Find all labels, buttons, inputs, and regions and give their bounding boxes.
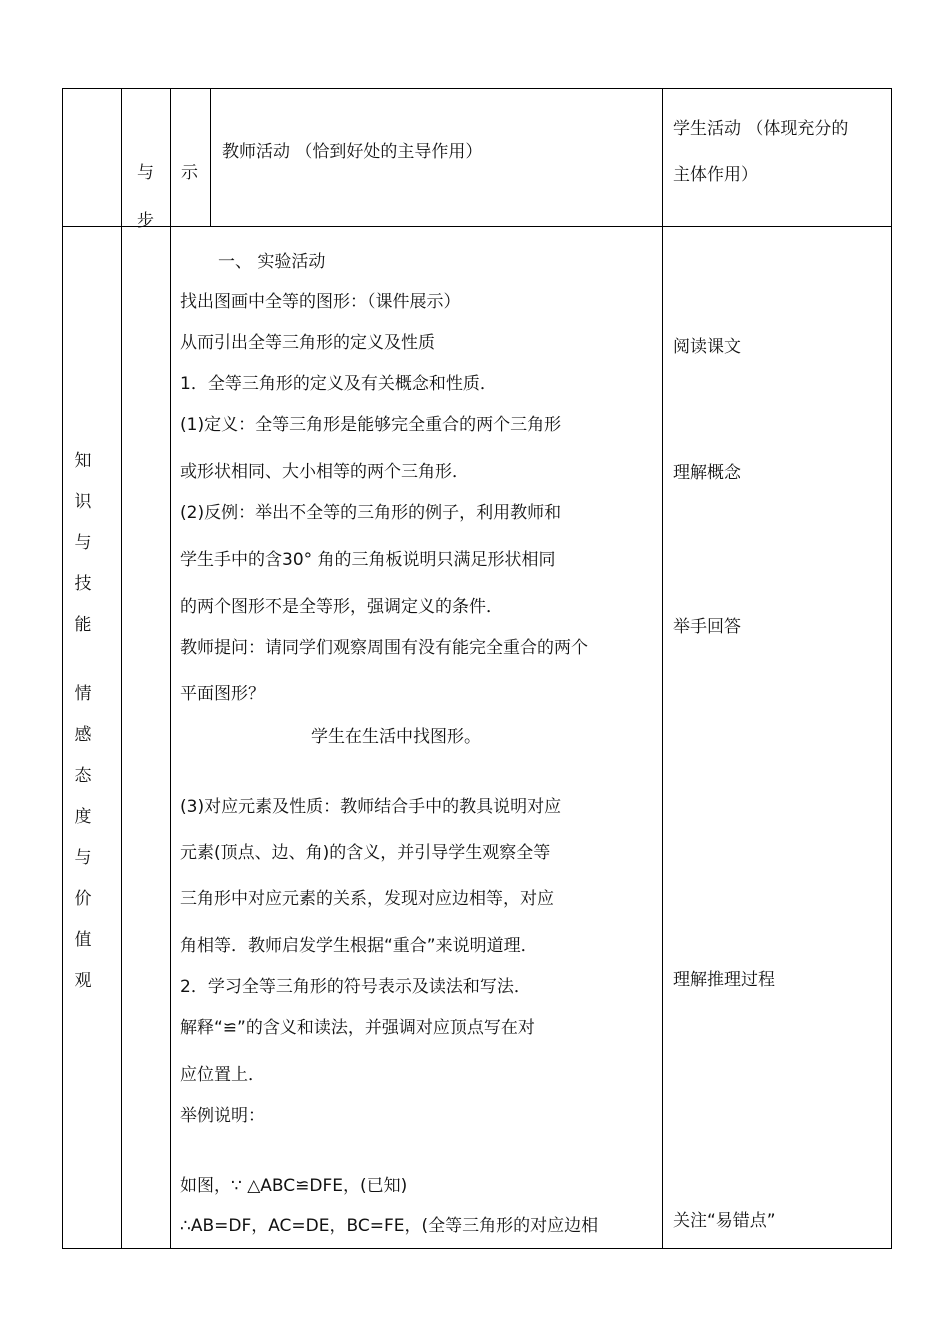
- teacher-line: 解释“≌”的含义和读法，并强调对应顶点写在对: [180, 1018, 535, 1038]
- teacher-line: (3)对应元素及性质：教师结合手中的教具说明对应: [180, 797, 562, 817]
- header-col2-char1: 与: [137, 163, 154, 183]
- student-line: 关注“易错点”: [673, 1211, 776, 1231]
- teacher-line: 教师提问：请同学们观察周围有没有能完全重合的两个: [180, 638, 588, 658]
- left-char: 态: [74, 766, 92, 786]
- teacher-line: 找出图画中全等的图形：（课件展示）: [180, 292, 461, 312]
- table-border-right: [891, 88, 892, 1249]
- header-student-activity-line2: 主体作用）: [673, 165, 758, 185]
- teacher-line: 1．全等三角形的定义及有关概念和性质．: [180, 374, 497, 394]
- table-border-top: [62, 88, 892, 89]
- teacher-line: 举例说明：: [180, 1106, 265, 1126]
- teacher-line: 或形状相同、大小相等的两个三角形．: [180, 462, 469, 482]
- left-char: 识: [74, 492, 92, 512]
- header-col2-char2: 步: [137, 211, 154, 231]
- header-student-activity-line1: 学生活动 （体现充分的: [673, 119, 849, 139]
- teacher-line: 学生手中的含30° 角的三角板说明只满足形状相同: [180, 550, 556, 570]
- left-char: 值: [74, 930, 92, 950]
- teacher-line: 应位置上．: [180, 1065, 265, 1085]
- left-char: 知: [74, 451, 92, 471]
- teacher-line: 2．学习全等三角形的符号表示及读法和写法．: [180, 977, 531, 997]
- teacher-line: (2)反例：举出不全等的三角形的例子，利用教师和: [180, 503, 562, 523]
- student-line: 举手回答: [673, 617, 741, 637]
- teacher-line: 从而引出全等三角形的定义及性质: [180, 333, 435, 353]
- left-char: 感: [74, 725, 92, 745]
- teacher-line-centered: 学生在生活中找图形。: [311, 727, 481, 747]
- teacher-line: 的两个图形不是全等形，强调定义的条件．: [180, 597, 503, 617]
- table-border-left: [62, 88, 63, 1249]
- left-char: 度: [74, 807, 92, 827]
- header-teacher-activity: 教师活动 （恰到好处的主导作用）: [222, 142, 483, 162]
- left-char: 情: [74, 684, 92, 704]
- teacher-line: 三角形中对应元素的关系，发现对应边相等，对应: [180, 889, 554, 909]
- left-char: 能: [74, 615, 92, 635]
- student-line: 阅读课文: [673, 337, 741, 357]
- teacher-line: ∴AB=DF，AC=DE，BC=FE，(全等三角形的对应边相: [180, 1216, 599, 1236]
- header-col3: 示: [181, 163, 198, 183]
- left-char: 技: [74, 574, 92, 594]
- table-border-bottom: [62, 1248, 892, 1249]
- left-char: 与: [74, 848, 92, 868]
- left-char: 观: [74, 971, 92, 991]
- teacher-line: 角相等．教师启发学生根据“重合”来说明道理．: [180, 936, 538, 956]
- left-char: 价: [74, 889, 92, 909]
- student-line: 理解概念: [673, 463, 741, 483]
- teacher-line: (1)定义：全等三角形是能够完全重合的两个三角形: [180, 415, 562, 435]
- teacher-line: 平面图形？: [180, 684, 265, 704]
- student-line: 理解推理过程: [673, 970, 775, 990]
- teacher-line: 如图，∵ △ABC≌DFE，(已知): [180, 1176, 408, 1196]
- left-char: 与: [74, 533, 92, 553]
- column-divider-3: [662, 88, 663, 1249]
- header-row-divider: [62, 226, 892, 227]
- column-divider-header-inner: [210, 88, 211, 227]
- teacher-line: 元素(顶点、边、角)的含义，并引导学生观察全等: [180, 843, 551, 863]
- section-heading: 一、 实验活动: [218, 252, 326, 272]
- column-divider-1: [121, 88, 122, 1249]
- column-divider-2: [170, 88, 171, 1249]
